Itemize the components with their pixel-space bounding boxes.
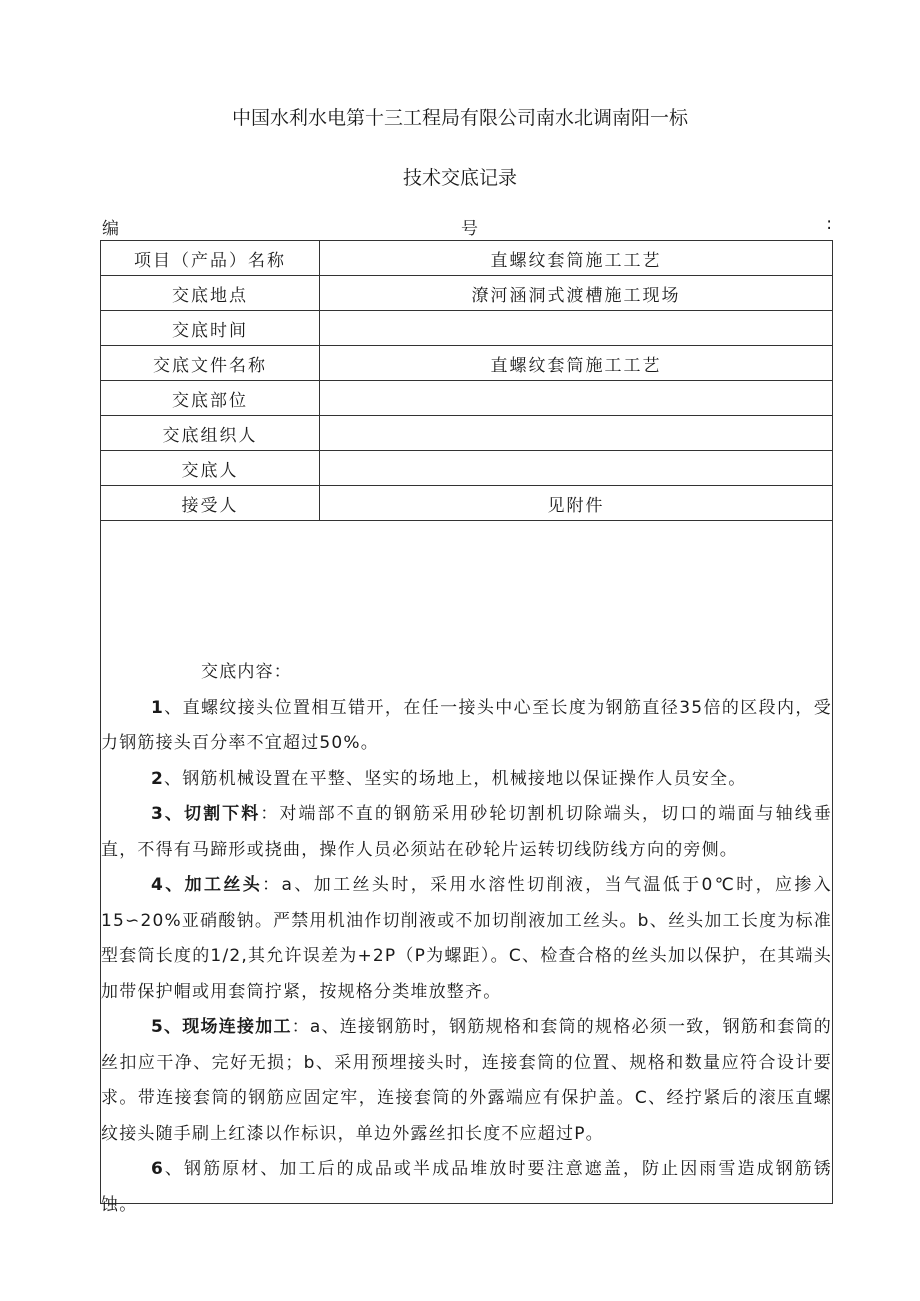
table-row [101, 241, 833, 276]
row-label: 交底时间 [101, 311, 320, 346]
document-title: 中国水利水电第十三工程局有限公司南水北调南阳一标 [231, 107, 688, 129]
table-row [101, 276, 833, 311]
table-row [101, 311, 833, 346]
document-subtitle: 技术交底记录 [402, 167, 517, 189]
item-number: 5 [151, 1017, 165, 1037]
item-text: ：a、连接钢筋时，钢筋规格和套筒的规格必须一致，钢筋和套筒的丝扣应干净、完好无损；b、采用预埋接头时，连接套筒的位置、规格和数量应符合设计要求。带连接套筒的钢筋应固定牢，连接套筒的外露端应有保护盖。C、经拧紧后的滚压直螺纹接头随手刷上红漆以作标识，单边外露丝扣长度不应超过P。 [101, 1017, 832, 1144]
table-row [101, 416, 833, 451]
item-text: ：a、加工丝头时，采用水溶性切削液，当气温低于0℃时，应掺入15∽20%亚硝酸钠。严禁用机油作切削液或不加切削液加工丝头。b、丝头加工长度为标准型套筒长度的1/2,其允许误差为+2P（P为螺距）。C、检查合格的丝头加以保护，在其端头加带保护帽或用套筒拧紧，按规格分类堆放整齐。 [101, 875, 832, 1002]
content-item-5 [101, 1010, 832, 1152]
row-label: 项目（产品）名称 [101, 241, 320, 276]
row-label: 交底组织人 [101, 416, 320, 451]
row-value [320, 416, 833, 451]
item-title: 、现场连接加工 [164, 1017, 292, 1037]
item-text: 、钢筋机械设置在平整、坚实的场地上，机械接地以保证操作人员安全。 [164, 768, 747, 789]
row-value: 直螺纹套筒施工工艺 [320, 241, 833, 276]
content-item-2 [101, 762, 832, 798]
item-title: 、加工丝头 [164, 875, 263, 895]
row-label: 交底地点 [101, 276, 320, 311]
item-number: 3 [151, 804, 165, 824]
item-number: 4 [151, 875, 165, 895]
content-heading: 交底内容： [201, 662, 292, 682]
row-label: 接受人 [101, 486, 320, 521]
table-row [101, 486, 833, 521]
serial-number-line [101, 214, 832, 239]
content-item-4 [101, 868, 832, 1010]
row-value [320, 311, 833, 346]
table-row [101, 451, 833, 486]
table-row [101, 346, 833, 381]
item-number: 2 [151, 768, 165, 789]
content-item-1 [101, 691, 832, 762]
serial-label-colon: : [826, 214, 832, 234]
row-value [320, 451, 833, 486]
item-text: ：对端部不直的钢筋采用砂轮切割机切除端头，切口的端面与轴线垂直，不得有马蹄形或挠曲，操作人员必须站在砂轮片运转切线防线方向的旁侧。 [101, 804, 833, 860]
content-item-3 [101, 797, 832, 868]
row-value: 潦河涵洞式渡槽施工现场 [320, 276, 833, 311]
item-text: 、钢筋原材、加工后的成品或半成品堆放时要注意遮盖，防止因雨雪造成钢筋锈蚀。 [101, 1159, 832, 1215]
table-row [101, 381, 833, 416]
item-title: 、切割下料 [164, 804, 261, 824]
row-label: 交底部位 [101, 381, 320, 416]
row-label: 交底文件名称 [101, 346, 320, 381]
serial-label-left: 编 [102, 219, 119, 239]
item-text: 、直螺纹接头位置相互错开，在任一接头中心至长度为钢筋直径35倍的区段内，受力钢筋接头百分率不宜超过50%。 [101, 697, 832, 753]
serial-label-mid: 号 [461, 219, 478, 239]
info-table [100, 240, 833, 521]
row-value: 直螺纹套筒施工工艺 [320, 346, 833, 381]
content-section [101, 655, 832, 1223]
row-label: 交底人 [101, 451, 320, 486]
item-number: 6 [151, 1159, 165, 1179]
row-value: 见附件 [320, 486, 833, 521]
item-number: 1 [151, 697, 165, 718]
row-value [320, 381, 833, 416]
content-item-6 [101, 1152, 832, 1223]
